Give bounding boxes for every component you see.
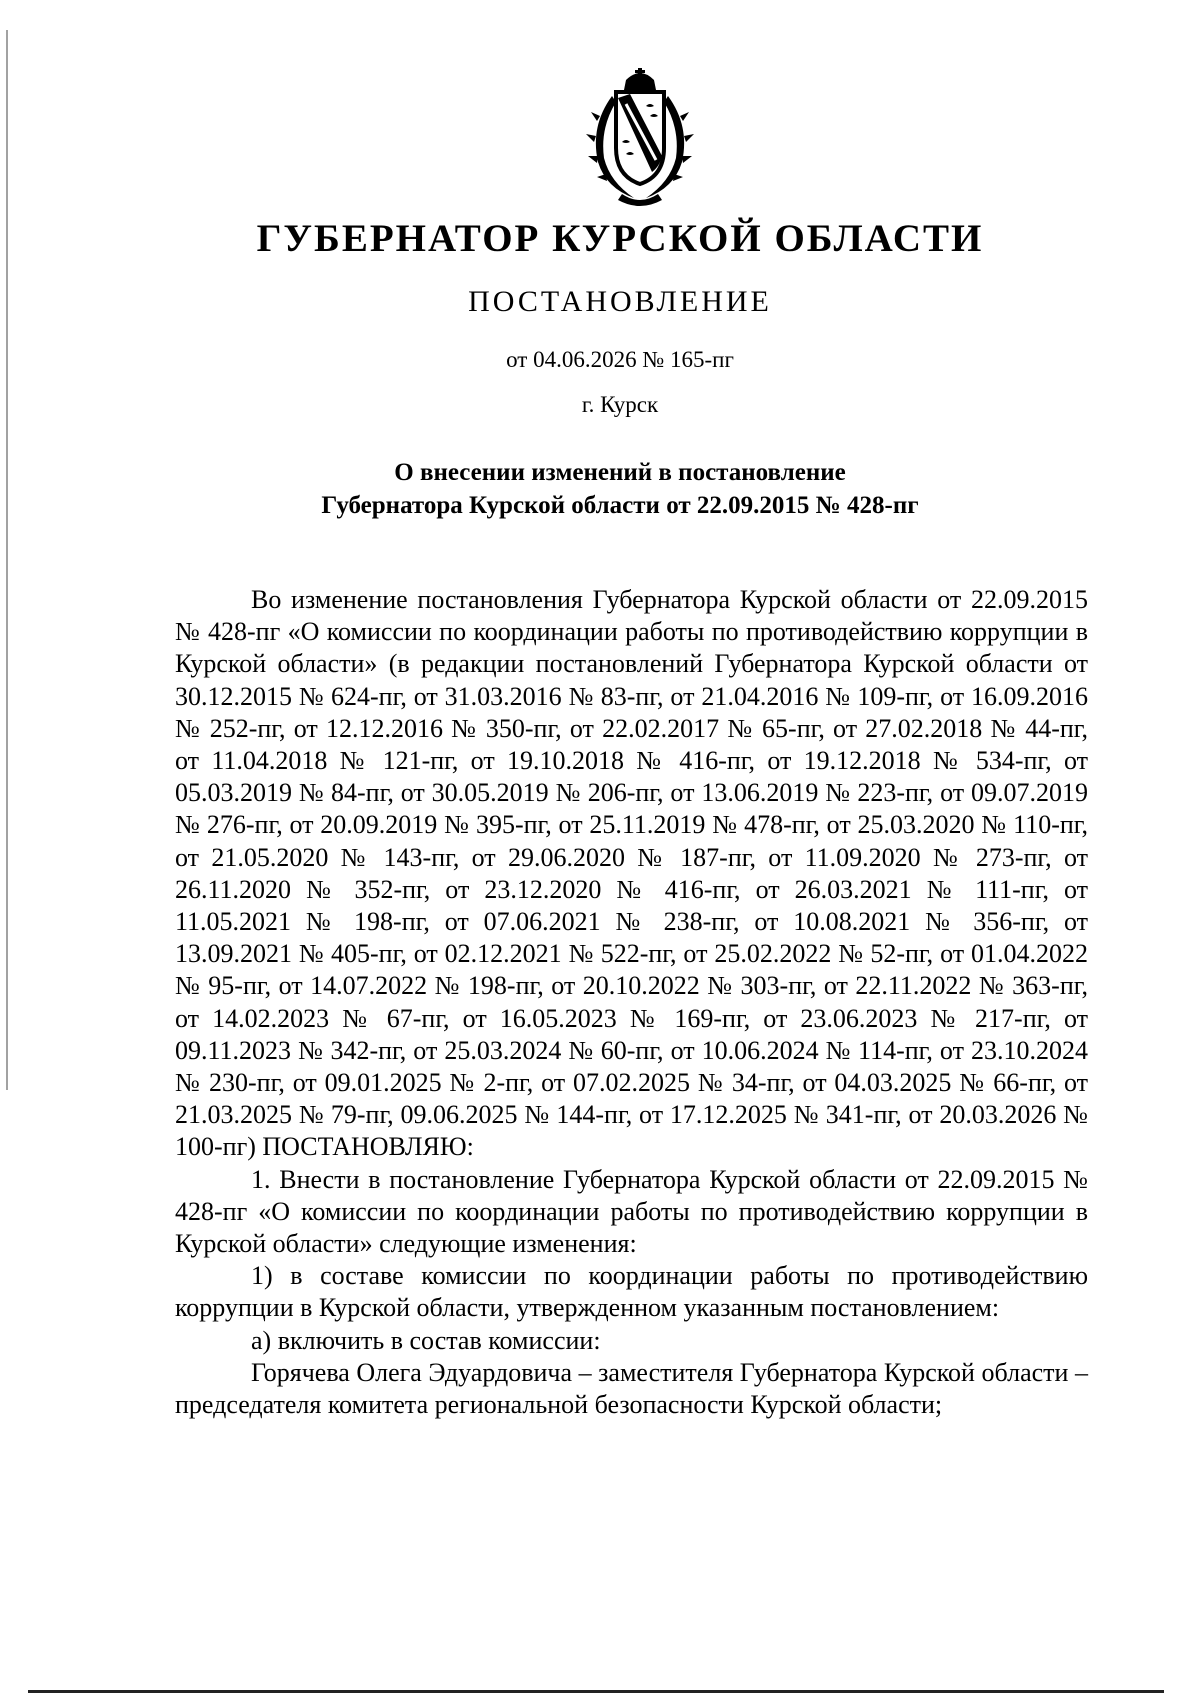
coat-of-arms-icon [576, 66, 704, 206]
document-body [175, 584, 1088, 1421]
coat-of-arms-emblem [576, 66, 704, 206]
subitem-1a-paragraph: а) включить в состав комиссии: [251, 1325, 601, 1355]
scan-edge-bottom [28, 1690, 1164, 1693]
document-subject-line2: Губернатора Курской области от 22.09.2015 № 428-пг [321, 492, 919, 519]
document-subject [0, 456, 1200, 522]
member-paragraph: Горячева Олега Эдуардовича – заместителя Губернатора Курской области – председателя комитета региональной безопасности Курской области; [175, 1357, 1088, 1420]
item-1-paragraph: 1. Внести в постановление Губернатора Курской области от 22.09.2015 № 428-пг «О комиссии по координации работы по противодействию коррупции в Курской области» следующие изменения: [175, 1164, 1088, 1259]
issuer-title: ГУБЕРНАТОР КУРСКОЙ ОБЛАСТИ [256, 217, 984, 260]
document-place: г. Курск [581, 392, 659, 417]
document-date-number: от 04.06.2026 № 165-пг [506, 347, 734, 372]
preamble-paragraph: Во изменение постановления Губернатора Курской области от 22.09.2015 № 428-пг «О комиссии по координации работы по противодействию коррупции в Курской области» (в редакции постановлений Губернатора Курской области от 30.12.2015 № 624-пг, от 31.03.2016 № 83-пг, от 21.04.2016 № 109-пг, от 16.09.2016 № 252-пг, от 12.12.2016 № 350-пг, от 22.02.2017 № 65-пг, от 27.02.2018 № 44-пг, от 11.04.2018 № 121-пг, от 19.10.2018 № 416-пг, от 19.12.2018 № 534-пг, от 05.03.2019 № 84-пг, от 30.05.2019 № 206-пг, от 13.06.2019 № 223-пг, от 09.07.2019 № 276-пг, от 20.09.2019 № 395-пг, от 25.11.2019 № 478-пг, от 25.03.2020 № 110-пг, от 21.05.2020 № 143-пг, от 29.06.2020 № 187-пг, от 11.09.2020 № 273-пг, от 26.11.2020 № 352-пг, от 23.12.2020 № 416-пг, от 26.03.2021 № 111-пг, от 11.05.2021 № 198-пг, от 07.06.2021 № 238-пг, от 10.08.2021 № 356-пг, от 13.09.2021 № 405-пг, от 02.12.2021 № 522-пг, от 25.02.2022 № 52-пг, от 01.04.2022 № 95-пг, от 14.07.2022 № 198-пг, от 20.10.2022 № 303-пг, от 22.11.2022 № 363-пг, от 14.02.2023 № 67-пг, от 16.05.2023 № 169-пг, от 23.06.2023 № 217-пг, от 09.11.2023 № 342-пг, от 25.03.2024 № 60-пг, от 10.06.2024 № 114-пг, от 23.10.2024 № 230-пг, от 09.01.2025 № 2-пг, от 07.02.2025 № 34-пг, от 04.03.2025 № 66-пг, от 21.03.2025 № 79-пг, 09.06.2025 № 144-пг, от 17.12.2025 № 341-пг, от 20.03.2026 № 100-пг) ПОСТАНОВЛЯЮ: [175, 585, 1088, 1162]
scan-edge-left [6, 30, 8, 1090]
document-subject-line1: О внесении изменений в постановление [394, 459, 846, 486]
document-type: ПОСТАНОВЛЕНИЕ [468, 285, 772, 318]
subitem-1-paragraph: 1) в составе комиссии по координации работы по противодействию коррупции в Курской области, утвержденном указанным постановлением: [175, 1261, 1088, 1323]
